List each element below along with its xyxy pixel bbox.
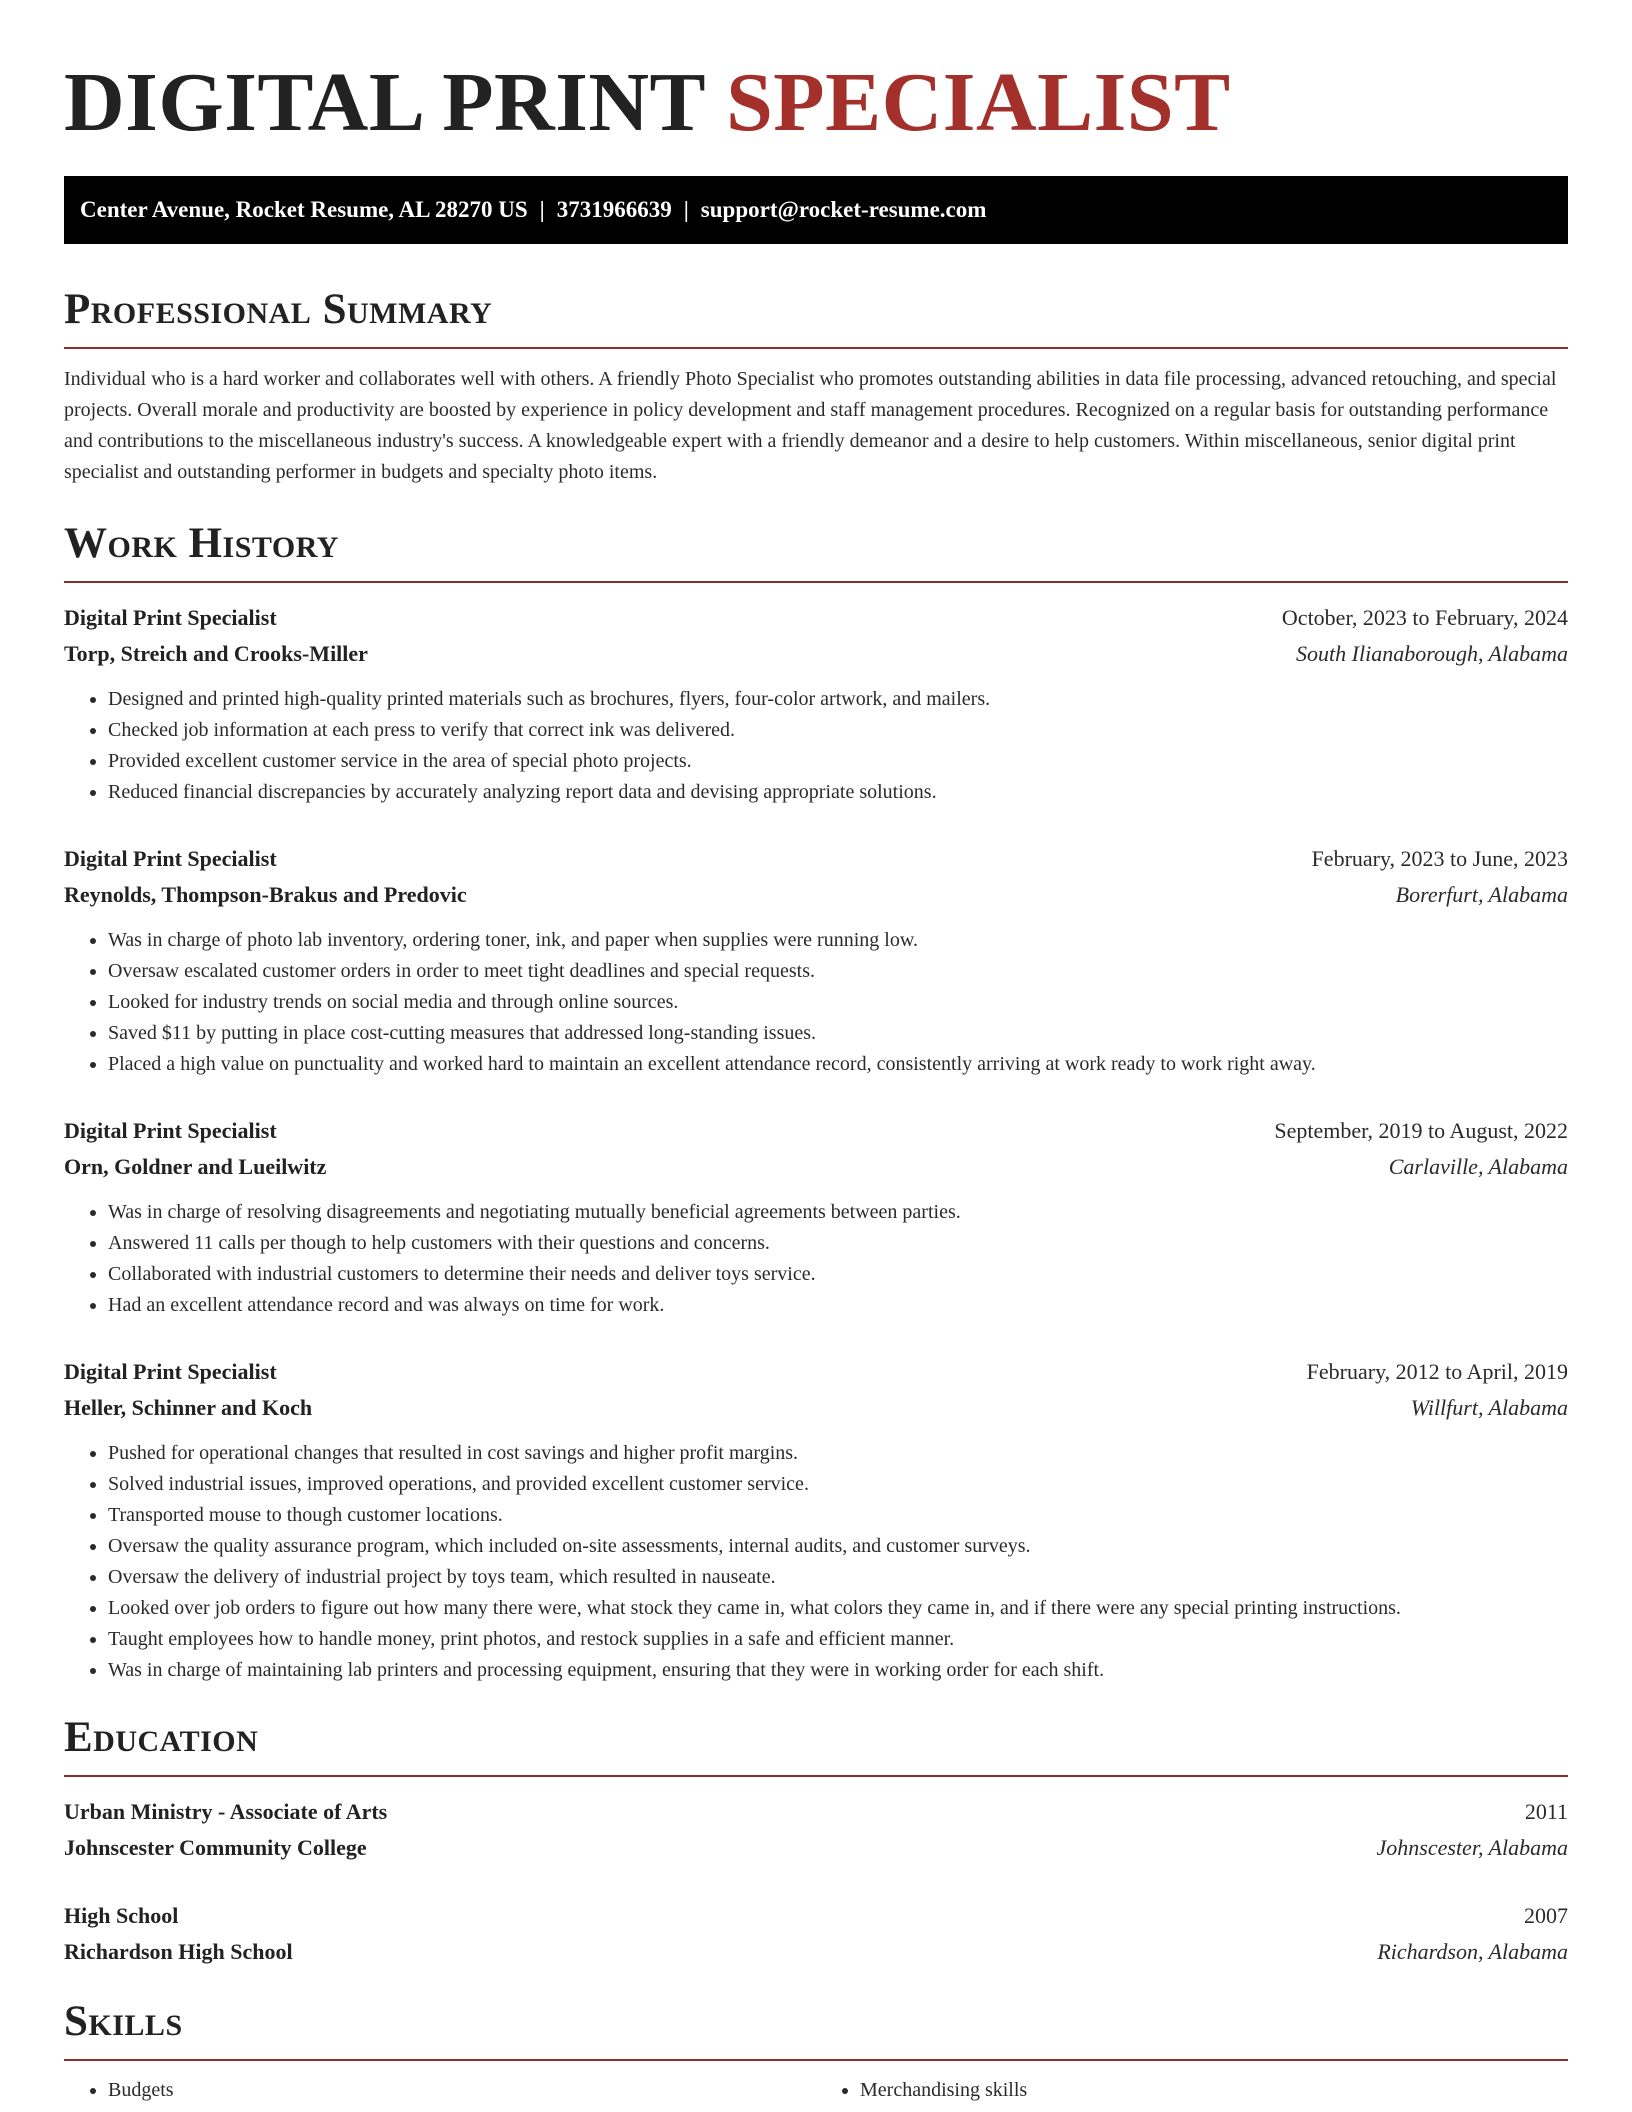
job-bullets	[64, 684, 1568, 808]
job-title: Digital Print Specialist	[64, 1118, 277, 1143]
skills-right-column	[816, 2075, 1568, 2106]
contact-bar	[64, 176, 1568, 244]
job-bullet: • Transported mouse to though customer locations.	[108, 1500, 1568, 1531]
job-bullet: • Taught employees how to handle money, print photos, and restock supplies in a safe and efficient manner.	[108, 1624, 1568, 1655]
education-degree: High School	[64, 1903, 179, 1928]
section-divider	[64, 2059, 1568, 2061]
job-company: Torp, Streich and Crooks-Miller	[64, 641, 368, 666]
contact-address: Center Avenue, Rocket Resume, AL 28270 US	[80, 197, 528, 222]
skills-heading: Skills	[64, 1998, 183, 2045]
job-location: Carlaville, Alabama	[1388, 1154, 1568, 1179]
section-divider	[64, 1775, 1568, 1777]
job-location: South Ilianaborough, Alabama	[1296, 641, 1568, 666]
page-title	[64, 0, 1568, 176]
job-title: Digital Print Specialist	[64, 1359, 277, 1384]
job-bullet: • Checked job information at each press to verify that correct ink was delivered.	[108, 715, 1568, 746]
job-bullet: • Provided excellent customer service in the area of special photo projects.	[108, 746, 1568, 777]
education-year: 2011	[1524, 1799, 1568, 1824]
education-school: Richardson High School	[64, 1939, 293, 1964]
job-entry	[64, 1113, 1568, 1321]
job-company: Heller, Schinner and Koch	[64, 1395, 313, 1420]
job-bullet: • Looked for industry trends on social media and through online sources.	[108, 987, 1568, 1018]
summary-text: Individual who is a hard worker and collaborates well with others. A friendly Photo Specialist who promotes outstanding abilities in data file processing, advanced retouching, and special projects. Overall morale and productivity are boosted by experience in policy development and staff management procedures. Recognized on a regular basis for outstanding performance and contributions to the miscellaneous industry's success. A knowledgeable expert with a friendly demeanor and a desire to help customers. Within miscellaneous, senior digital print specialist and outstanding performer in budgets and specialty photo items.	[64, 368, 1557, 483]
job-bullet: • Oversaw escalated customer orders in order to meet tight deadlines and special requests.	[108, 956, 1568, 987]
job-dates: September, 2019 to August, 2022	[1274, 1118, 1568, 1143]
job-bullet: • Was in charge of photo lab inventory, ordering toner, ink, and paper when supplies were running low.	[108, 925, 1568, 956]
summary-section	[64, 284, 1568, 488]
job-entry	[64, 1354, 1568, 1686]
section-divider	[64, 347, 1568, 349]
education-section	[64, 1712, 1568, 1970]
job-dates: February, 2012 to April, 2019	[1306, 1359, 1568, 1384]
job-bullet: • Oversaw the quality assurance program, which included on-site assessments, internal audits, and customer surveys.	[108, 1531, 1568, 1562]
job-entry	[64, 841, 1568, 1080]
job-bullet: • Placed a high value on punctuality and worked hard to maintain an excellent attendance record, consistently arriving at work ready to work right away.	[108, 1049, 1568, 1080]
job-entry	[64, 600, 1568, 808]
skill-item: • Merchandising skills	[860, 2075, 1568, 2106]
contact-separator: |	[539, 197, 545, 222]
job-dates: February, 2023 to June, 2023	[1311, 846, 1568, 871]
job-bullet: • Had an excellent attendance record and was always on time for work.	[108, 1290, 1568, 1321]
work-history-heading: Work History	[64, 520, 339, 567]
contact-email: support@rocket-resume.com	[700, 197, 987, 222]
job-bullet: • Looked over job orders to figure out how many there were, what stock they came in, what colors they came in, and if there were any special printing instructions.	[108, 1593, 1568, 1624]
job-bullet: • Oversaw the delivery of industrial project by toys team, which resulted in nauseate.	[108, 1562, 1568, 1593]
job-dates: October, 2023 to February, 2024	[1281, 605, 1568, 630]
skill-item: • Budgets	[108, 2075, 816, 2106]
education-entry	[64, 1794, 1568, 1866]
skills-columns	[64, 2075, 1568, 2106]
job-location: Willfurt, Alabama	[1410, 1395, 1568, 1420]
contact-separator: |	[683, 197, 689, 222]
title-main: DIGITAL PRINT	[64, 56, 705, 149]
job-bullet: • Designed and printed high-quality printed materials such as brochures, flyers, four-color artwork, and mailers.	[108, 684, 1568, 715]
job-bullet: • Was in charge of resolving disagreements and negotiating mutually beneficial agreements between parties.	[108, 1197, 1568, 1228]
job-bullets	[64, 925, 1568, 1080]
contact-phone: 3731966639	[556, 197, 672, 222]
job-bullet: • Solved industrial issues, improved operations, and provided excellent customer service.	[108, 1469, 1568, 1500]
section-divider	[64, 581, 1568, 583]
education-entry	[64, 1898, 1568, 1970]
education-heading: Education	[64, 1714, 259, 1761]
job-bullet: • Collaborated with industrial customers to determine their needs and deliver toys service.	[108, 1259, 1568, 1290]
summary-heading: Professional Summary	[64, 286, 493, 333]
skills-section	[64, 1996, 1568, 2106]
job-bullet: • Was in charge of maintaining lab printers and processing equipment, ensuring that they were in working order for each shift.	[108, 1655, 1568, 1686]
job-bullet: • Answered 11 calls per though to help customers with their questions and concerns.	[108, 1228, 1568, 1259]
education-location: Richardson, Alabama	[1377, 1939, 1568, 1964]
job-title: Digital Print Specialist	[64, 605, 277, 630]
job-bullets	[64, 1197, 1568, 1321]
education-year: 2007	[1524, 1903, 1568, 1928]
job-bullet: • Reduced financial discrepancies by accurately analyzing report data and devising appropriate solutions.	[108, 777, 1568, 808]
education-degree: Urban Ministry - Associate of Arts	[64, 1799, 388, 1824]
job-bullets	[64, 1438, 1568, 1686]
job-location: Borerfurt, Alabama	[1395, 882, 1568, 907]
skills-left-column	[64, 2075, 816, 2106]
job-bullet: • Pushed for operational changes that resulted in cost savings and higher profit margins.	[108, 1438, 1568, 1469]
job-bullet: • Saved $11 by putting in place cost-cutting measures that addressed long-standing issues.	[108, 1018, 1568, 1049]
job-title: Digital Print Specialist	[64, 846, 277, 871]
title-accent: SPECIALIST	[726, 56, 1231, 149]
education-location: Johnscester, Alabama	[1376, 1835, 1568, 1860]
job-company: Reynolds, Thompson-Brakus and Predovic	[64, 882, 467, 907]
job-company: Orn, Goldner and Lueilwitz	[64, 1154, 327, 1179]
work-history-section	[64, 518, 1568, 1686]
education-school: Johnscester Community College	[64, 1835, 367, 1860]
